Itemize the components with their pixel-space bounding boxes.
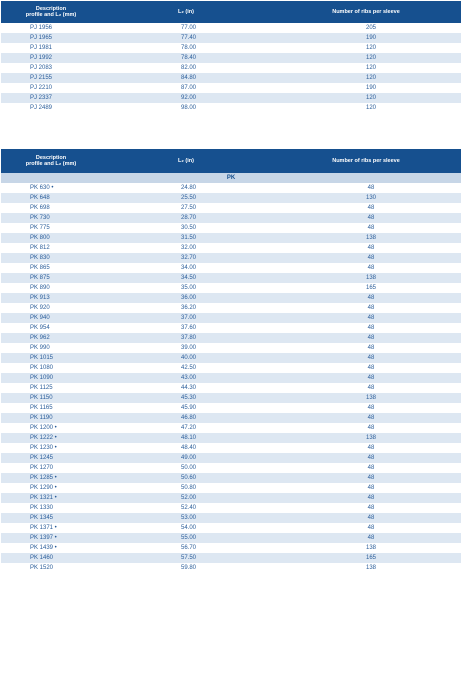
table-row [1, 53, 461, 63]
cell-description: PK 1080 [30, 365, 54, 371]
cell-description: PK 812 [30, 245, 50, 251]
cell-description: PJ 2337 [30, 95, 53, 101]
cell-ribs: 138 [365, 435, 376, 441]
cell-length: 37.00 [180, 315, 196, 321]
cell-length: 25.50 [180, 195, 196, 201]
col-length-header: L₂ (in) [178, 9, 194, 15]
cell-ribs: 48 [367, 295, 375, 301]
cell-description: PK 1397 • [30, 535, 57, 541]
cell-ribs: 120 [365, 105, 376, 111]
table-row [1, 523, 461, 533]
cell-length: 57.50 [180, 555, 196, 561]
cell-ribs: 48 [367, 455, 375, 461]
cell-length: 92.00 [180, 95, 196, 101]
cell-length: 39.00 [180, 345, 196, 351]
cell-length: 84.80 [180, 75, 196, 81]
cell-length: 43.00 [180, 375, 196, 381]
cell-ribs: 48 [367, 445, 375, 451]
cell-length: 28.70 [180, 215, 196, 221]
cell-length: 48.10 [180, 435, 196, 441]
cell-description: PK 1190 [30, 415, 53, 421]
table-row [1, 343, 461, 353]
table-row [1, 383, 461, 393]
table-row [1, 193, 461, 203]
table-row [1, 363, 461, 373]
cell-ribs: 48 [367, 385, 375, 391]
col-description-header: Description profile and L₂ (mm) [25, 5, 77, 18]
cell-description: PK 730 [30, 215, 50, 221]
cell-ribs: 48 [367, 415, 375, 421]
cell-description: PK 1270 [30, 465, 54, 471]
table-row [1, 43, 461, 53]
col-length-header: L₂ (in) [178, 158, 194, 164]
cell-description: PJ 2155 [30, 75, 53, 81]
cell-ribs: 48 [367, 315, 375, 321]
cell-description: PK 698 [30, 205, 50, 211]
table-row [1, 103, 461, 113]
cell-description: PK 1200 • [30, 425, 57, 431]
pk-table [1, 149, 461, 573]
table-row [1, 463, 461, 473]
cell-description: PK 890 [30, 285, 50, 291]
table-row [1, 83, 461, 93]
col-ribs-header: Number of ribs per sleeve [332, 158, 400, 164]
table-row [1, 63, 461, 73]
cell-ribs: 48 [367, 185, 375, 191]
cell-description: PJ 2083 [30, 65, 53, 71]
cell-ribs: 138 [365, 565, 376, 571]
cell-description: PK 1520 [30, 565, 54, 571]
pj-table-body [1, 23, 461, 113]
cell-length: 36.20 [180, 305, 196, 311]
cell-description: PK 1125 [30, 385, 53, 391]
cell-ribs: 48 [367, 255, 375, 261]
table-row [1, 23, 461, 33]
cell-ribs: 48 [367, 475, 375, 481]
table-row [1, 313, 461, 323]
table-row [1, 543, 461, 553]
cell-length: 52.00 [180, 495, 196, 501]
pk-table-body [1, 183, 461, 573]
cell-length: 82.00 [180, 65, 196, 71]
cell-length: 78.00 [180, 45, 196, 51]
cell-description: PK 830 [30, 255, 50, 261]
cell-description: PK 990 [30, 345, 50, 351]
cell-description: PK 913 [30, 295, 50, 301]
cell-length: 50.80 [180, 485, 196, 491]
cell-ribs: 48 [367, 265, 375, 271]
cell-description: PK 1439 • [30, 545, 57, 551]
cell-description: PK 1290 • [30, 485, 57, 491]
cell-length: 52.40 [180, 505, 196, 511]
cell-ribs: 48 [367, 305, 375, 311]
cell-length: 77.40 [180, 35, 196, 41]
table-row [1, 273, 461, 283]
cell-ribs: 165 [365, 285, 376, 291]
cell-length: 50.00 [180, 465, 196, 471]
table-row [1, 213, 461, 223]
table-row [1, 513, 461, 523]
cell-length: 53.00 [180, 515, 196, 521]
cell-ribs: 48 [367, 245, 375, 251]
cell-ribs: 120 [365, 95, 376, 101]
cell-length: 45.90 [180, 405, 196, 411]
cell-length: 36.00 [180, 295, 196, 301]
cell-description: PK 1321 • [30, 495, 57, 501]
table-row [1, 323, 461, 333]
cell-ribs: 48 [367, 215, 375, 221]
cell-ribs: 120 [365, 45, 376, 51]
cell-ribs: 48 [367, 525, 375, 531]
cell-ribs: 48 [367, 405, 375, 411]
cell-length: 54.00 [180, 525, 196, 531]
section-label-pk: PK [1, 173, 461, 183]
cell-ribs: 48 [367, 515, 375, 521]
cell-length: 37.80 [180, 335, 196, 341]
table-row [1, 453, 461, 463]
cell-description: PK 940 [30, 315, 50, 321]
cell-description: PK 1371 • [30, 525, 57, 531]
cell-length: 77.00 [180, 25, 196, 31]
cell-description: PJ 1956 [30, 25, 53, 31]
table-row [1, 93, 461, 103]
cell-description: PK 1345 [30, 515, 54, 521]
cell-description: PK 630 • [30, 185, 54, 191]
cell-length: 50.60 [180, 475, 196, 481]
cell-description: PK 1330 [30, 505, 54, 511]
table-row [1, 413, 461, 423]
cell-length: 56.70 [180, 545, 196, 551]
cell-description: PK 920 [30, 305, 50, 311]
cell-length: 49.00 [180, 455, 196, 461]
table-row [1, 253, 461, 263]
cell-ribs: 48 [367, 325, 375, 331]
table-row [1, 293, 461, 303]
table-row [1, 483, 461, 493]
cell-length: 31.50 [180, 235, 196, 241]
cell-description: PK 875 [30, 275, 50, 281]
cell-ribs: 165 [365, 555, 376, 561]
cell-description: PK 775 [30, 225, 50, 231]
cell-length: 32.00 [180, 245, 196, 251]
cell-description: PK 800 [30, 235, 50, 241]
cell-ribs: 48 [367, 365, 375, 371]
table-row [1, 263, 461, 273]
col-description-header: Description profile and L₂ (mm) [25, 154, 77, 167]
cell-ribs: 205 [365, 25, 376, 31]
cell-ribs: 190 [365, 85, 376, 91]
cell-ribs: 190 [365, 35, 376, 41]
cell-length: 34.50 [180, 275, 196, 281]
table-row [1, 403, 461, 413]
table-row [1, 73, 461, 83]
cell-description: PK 1245 [30, 455, 54, 461]
pj-table-header [1, 1, 461, 23]
cell-description: PJ 2489 [30, 105, 53, 111]
cell-length: 40.00 [180, 355, 196, 361]
cell-length: 47.20 [180, 425, 196, 431]
cell-description: PJ 1992 [30, 55, 53, 61]
cell-ribs: 48 [367, 495, 375, 501]
cell-description: PK 865 [30, 265, 50, 271]
cell-length: 27.50 [180, 205, 196, 211]
table-row [1, 423, 461, 433]
cell-description: PK 1230 • [30, 445, 57, 451]
cell-description: PK 1285 • [30, 475, 57, 481]
cell-length: 98.00 [180, 105, 196, 111]
cell-description: PK 1015 [30, 355, 54, 361]
cell-ribs: 138 [365, 545, 376, 551]
cell-ribs: 48 [367, 465, 375, 471]
table-row [1, 373, 461, 383]
table-row [1, 233, 461, 243]
cell-length: 35.00 [180, 285, 196, 291]
cell-length: 30.50 [180, 225, 196, 231]
table-row [1, 443, 461, 453]
cell-ribs: 48 [367, 505, 375, 511]
cell-length: 87.00 [180, 85, 196, 91]
cell-ribs: 48 [367, 375, 375, 381]
cell-description: PK 1222 • [30, 435, 57, 441]
cell-length: 55.00 [180, 535, 196, 541]
cell-length: 32.70 [180, 255, 196, 261]
table-row [1, 503, 461, 513]
cell-ribs: 138 [365, 395, 376, 401]
table-row [1, 243, 461, 253]
table-row [1, 533, 461, 543]
cell-ribs: 120 [365, 75, 376, 81]
cell-ribs: 48 [367, 485, 375, 491]
cell-length: 42.50 [180, 365, 196, 371]
cell-length: 45.30 [180, 395, 196, 401]
cell-length: 24.80 [180, 185, 196, 191]
pk-table-header [1, 149, 461, 173]
cell-ribs: 130 [365, 195, 376, 201]
cell-ribs: 48 [367, 205, 375, 211]
cell-ribs: 48 [367, 355, 375, 361]
cell-description: PK 1460 [30, 555, 54, 561]
table-row [1, 33, 461, 43]
pj-table [1, 1, 461, 113]
table-row [1, 283, 461, 293]
cell-length: 44.30 [180, 385, 196, 391]
table-row [1, 203, 461, 213]
cell-ribs: 48 [367, 225, 375, 231]
cell-description: PK 1165 [30, 405, 53, 411]
cell-ribs: 48 [367, 425, 375, 431]
cell-ribs: 120 [365, 65, 376, 71]
cell-ribs: 138 [365, 235, 376, 241]
cell-ribs: 138 [365, 275, 376, 281]
table-row [1, 563, 461, 573]
cell-ribs: 48 [367, 345, 375, 351]
cell-ribs: 120 [365, 55, 376, 61]
cell-ribs: 48 [367, 535, 375, 541]
cell-description: PK 954 [30, 325, 50, 331]
table-row [1, 493, 461, 503]
cell-description: PJ 2210 [30, 85, 53, 91]
table-row [1, 473, 461, 483]
table-row [1, 553, 461, 563]
cell-length: 46.80 [180, 415, 196, 421]
cell-length: 48.40 [180, 445, 196, 451]
table-row [1, 223, 461, 233]
cell-length: 59.80 [180, 565, 196, 571]
col-ribs-header: Number of ribs per sleeve [332, 9, 400, 15]
cell-ribs: 48 [367, 335, 375, 341]
cell-length: 37.60 [180, 325, 196, 331]
cell-description: PJ 1981 [30, 45, 53, 51]
table-row [1, 303, 461, 313]
table-row [1, 183, 461, 193]
cell-description: PJ 1965 [30, 35, 53, 41]
table-row [1, 353, 461, 363]
table-row [1, 333, 461, 343]
cell-description: PK 1090 [30, 375, 54, 381]
cell-length: 34.00 [180, 265, 196, 271]
cell-description: PK 962 [30, 335, 50, 341]
table-row [1, 433, 461, 443]
table-row [1, 393, 461, 403]
cell-length: 78.40 [180, 55, 196, 61]
cell-description: PK 648 [30, 195, 50, 201]
cell-description: PK 1150 [30, 395, 53, 401]
